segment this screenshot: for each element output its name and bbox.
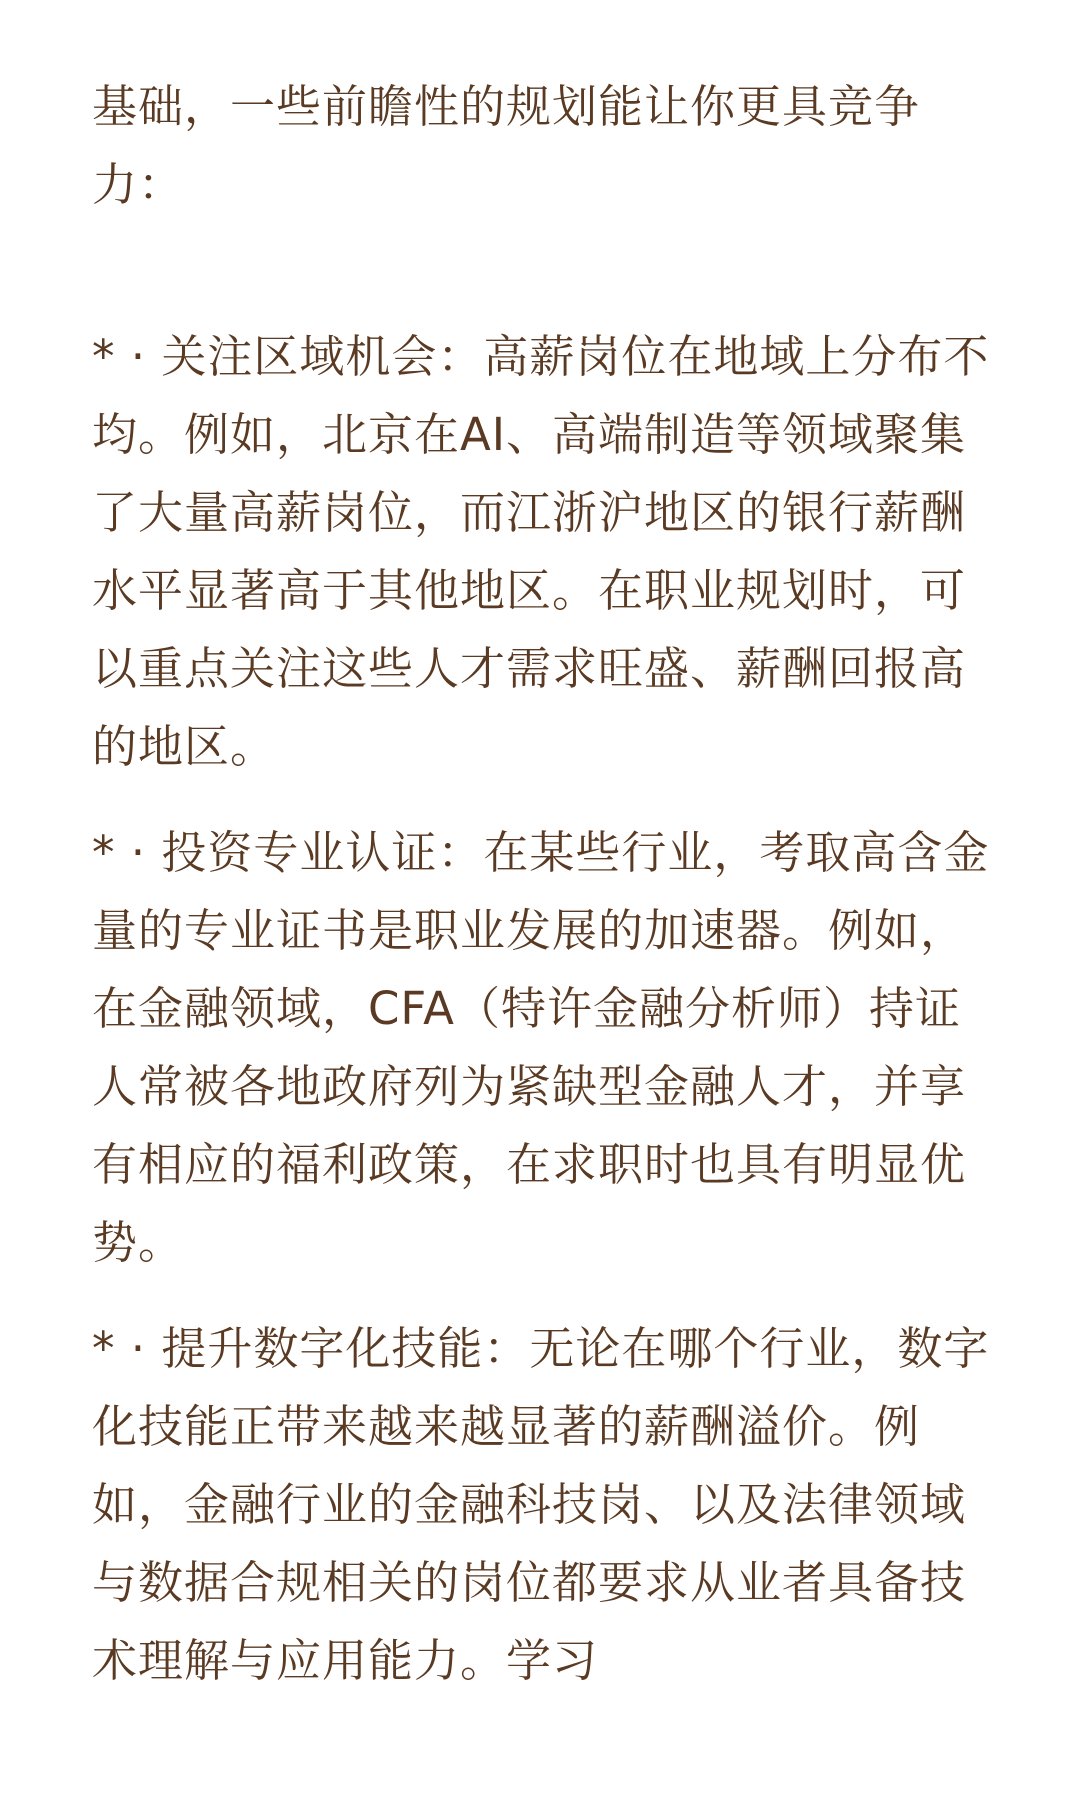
bullet-marker: * ·	[92, 1322, 162, 1375]
list-item-text: 投资专业认证：在某些行业，考取高含金量的专业证书是职业发展的加速器。例如，在金融领域，CFA（特许金融分析师）持证人常被各地政府列为紧缺型金融人才，并享有相应的福利政策，在求职时也具有明显优势。	[92, 826, 990, 1269]
article-body	[92, 68, 1002, 1700]
bullet-marker: * ·	[92, 826, 162, 879]
list-item-text: 关注区域机会：高薪岗位在地域上分布不均。例如，北京在AI、高端制造等领域聚集了大量高薪岗位，而江浙沪地区的银行薪酬水平显著高于其他地区。在职业规划时，可以重点关注这些人才需求旺盛、薪酬回报高的地区。	[92, 330, 990, 773]
intro-paragraph: 基础，一些前瞻性的规划能让你更具竞争力：	[92, 80, 921, 211]
list-item-professional-certification	[92, 814, 1002, 1282]
bullet-marker: * ·	[92, 330, 162, 383]
list-item-text: 提升数字化技能：无论在哪个行业，数字化技能正带来越来越显著的薪酬溢价。例如，金融行业的金融科技岗、以及法律领域与数据合规相关的岗位都要求从业者具备技术理解与应用能力。学习	[92, 1322, 990, 1687]
list-item-digital-skills	[92, 1310, 1002, 1700]
list-item-regional-opportunities	[92, 318, 1002, 786]
